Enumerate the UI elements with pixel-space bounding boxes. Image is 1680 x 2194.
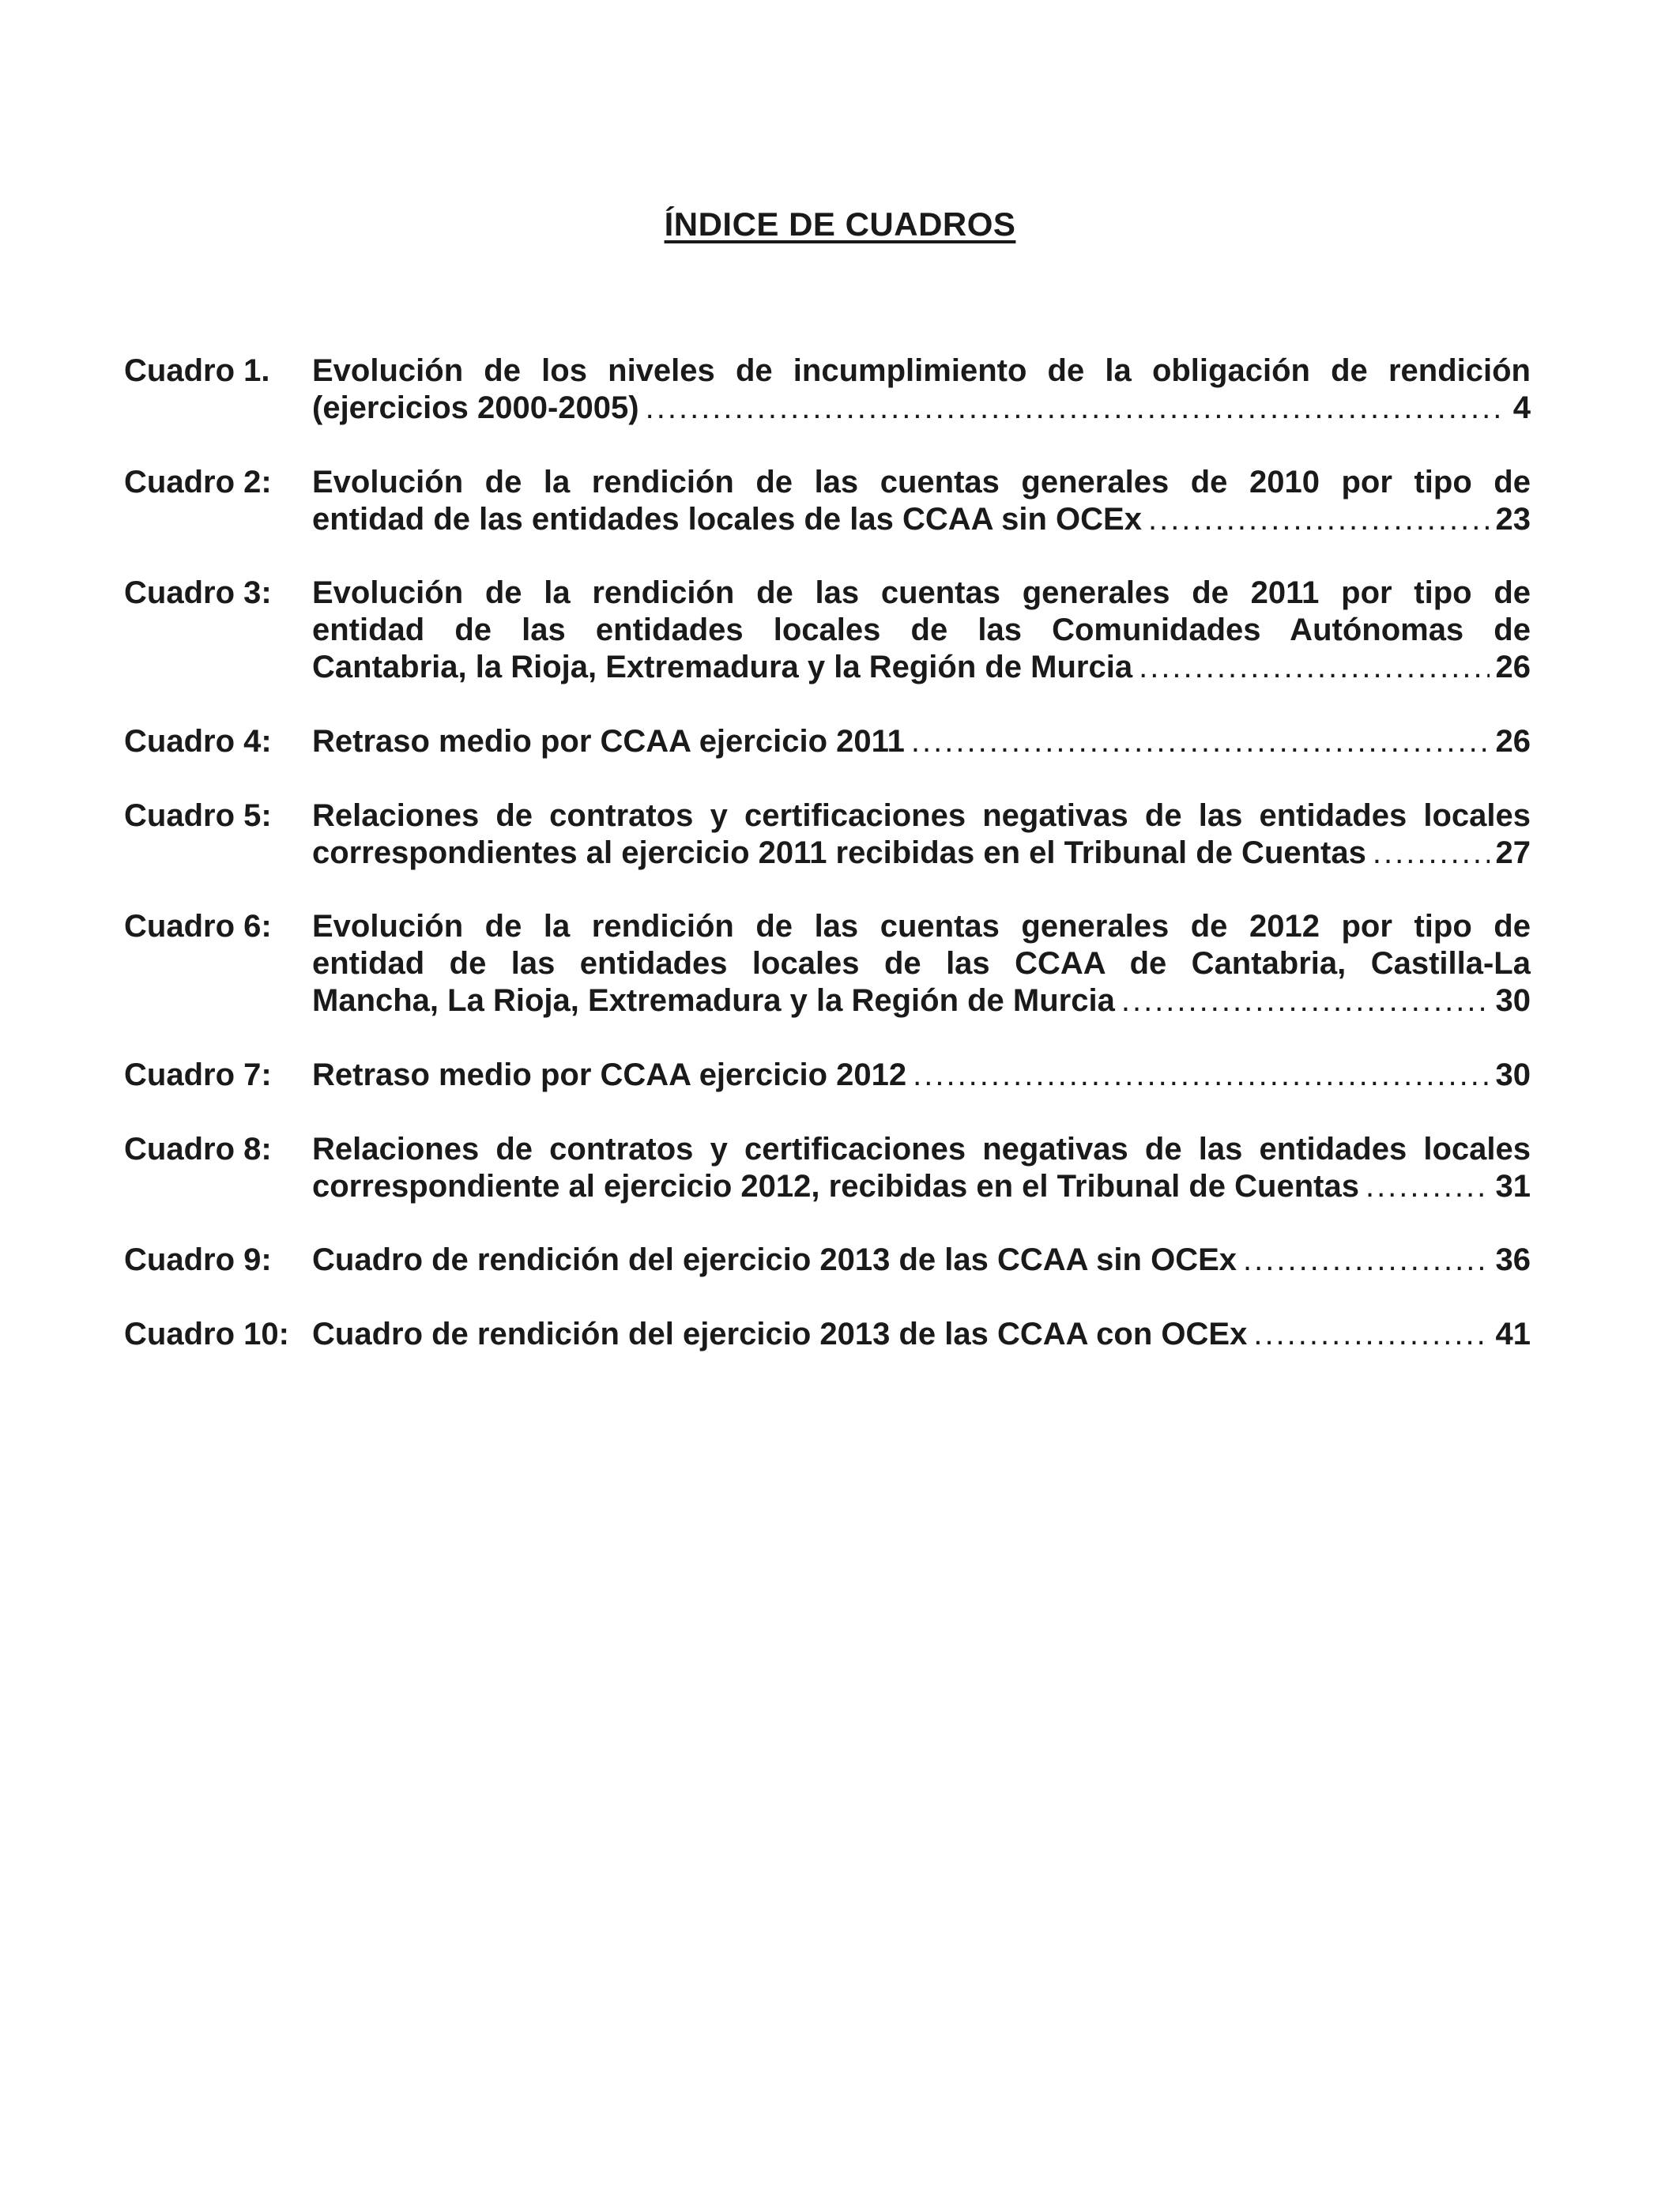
toc-entry-final-line [312, 390, 1531, 427]
toc-entry-text [312, 1316, 1531, 1353]
dot-leader [646, 390, 1507, 427]
toc-entry-line: correspondiente al ejercicio 2012, recibidas en el Tribunal de Cuentas [312, 1169, 1359, 1204]
toc-entry-final-line [312, 835, 1531, 872]
toc-entry-label: Cuadro 1. [124, 353, 270, 388]
toc-entry [124, 908, 1531, 1020]
toc-entry [124, 723, 1531, 760]
toc-entry-line: Evolución de la rendición de las cuentas generales de 2012 por tipo de [312, 909, 1531, 944]
toc-entry-line: entidad de las entidades locales de las CCAA de Cantabria, Castilla-La [312, 946, 1531, 981]
toc-entry [124, 575, 1531, 686]
toc-entry-label: Cuadro 8: [124, 1132, 272, 1167]
page-number: 36 [1495, 1242, 1531, 1277]
toc-entry [124, 1242, 1531, 1279]
toc-entry-label: Cuadro 10: [124, 1317, 289, 1351]
toc-entry-label: Cuadro 3: [124, 575, 272, 610]
dot-leader [1148, 501, 1490, 538]
toc-entry-label: Cuadro 7: [124, 1057, 272, 1092]
dot-leader [911, 723, 1490, 760]
dot-leader [1243, 1242, 1490, 1279]
page-number: 26 [1495, 650, 1531, 684]
toc-entry-text [312, 1131, 1531, 1205]
toc-entry-line: (ejercicios 2000-2005) [312, 390, 639, 425]
toc-entry-text [312, 1242, 1531, 1279]
page-number: 27 [1495, 835, 1531, 870]
toc-entry [124, 1131, 1531, 1205]
toc-entry [124, 1316, 1531, 1353]
page-number: 23 [1495, 502, 1531, 537]
toc-entry-text [312, 723, 1531, 760]
page-number: 30 [1495, 1057, 1531, 1092]
toc-entry-text [312, 908, 1531, 1020]
toc-entry-final-line [312, 1316, 1531, 1353]
toc-entry-final-line [312, 982, 1531, 1020]
toc-entry-label: Cuadro 9: [124, 1242, 272, 1277]
page-number: 31 [1495, 1169, 1531, 1204]
index-title: ÍNDICE DE CUADROS [664, 205, 1016, 243]
toc-entry-line: Cantabria, la Rioja, Extremadura y la Región de Murcia [312, 650, 1133, 684]
toc-entry-line: Relaciones de contratos y certificaciones negativas de las entidades locales [312, 1132, 1531, 1167]
toc-entry-line: entidad de las entidades locales de las Comunidades Autónomas de [312, 613, 1531, 647]
toc-entry-text [312, 1057, 1531, 1094]
toc-entry-final-line [312, 649, 1531, 686]
toc-entry [124, 797, 1531, 872]
toc-entry-final-line [312, 1057, 1531, 1094]
toc-entry-label: Cuadro 5: [124, 798, 272, 833]
page-number: 4 [1512, 390, 1531, 425]
toc-entry-line: Retraso medio por CCAA ejercicio 2012 [312, 1057, 907, 1092]
toc-entry-text [312, 575, 1531, 686]
dot-leader [1253, 1316, 1489, 1353]
toc-entry-label: Cuadro 6: [124, 909, 272, 944]
toc-entry-line: Relaciones de contratos y certificaciones negativas de las entidades locales [312, 798, 1531, 833]
toc-entry [124, 1057, 1531, 1094]
dot-leader [1373, 835, 1490, 872]
toc-entry-final-line [312, 501, 1531, 538]
toc-entry-text [312, 797, 1531, 872]
toc-entry-label: Cuadro 4: [124, 724, 272, 759]
dot-leader [1365, 1168, 1490, 1205]
toc-entry-line: Retraso medio por CCAA ejercicio 2011 [312, 724, 905, 759]
toc-entry-final-line [312, 1242, 1531, 1279]
toc-entry-line: Mancha, La Rioja, Extremadura y la Región de Murcia [312, 983, 1115, 1018]
toc-entry-final-line [312, 723, 1531, 760]
page-number: 26 [1495, 724, 1531, 759]
dot-leader [1121, 982, 1490, 1020]
toc-entry-line: correspondientes al ejercicio 2011 recibidas en el Tribunal de Cuentas [312, 835, 1366, 870]
dot-leader [913, 1057, 1489, 1094]
toc-entry [124, 464, 1531, 538]
toc-entry-line: Cuadro de rendición del ejercicio 2013 de las CCAA con OCEx [312, 1317, 1248, 1351]
dot-leader [1139, 649, 1489, 686]
page-number: 30 [1495, 983, 1531, 1018]
toc-entry [124, 352, 1531, 427]
toc-entry-text [312, 464, 1531, 538]
toc-entry-text [312, 352, 1531, 427]
toc-entry-line: entidad de las entidades locales de las CCAA sin OCEx [312, 502, 1142, 537]
toc-entry-line: Evolución de la rendición de las cuentas generales de 2011 por tipo de [312, 575, 1531, 610]
toc-entry-line: Evolución de los niveles de incumplimiento de la obligación de rendición [312, 353, 1531, 388]
toc-entry-line: Cuadro de rendición del ejercicio 2013 de las CCAA sin OCEx [312, 1242, 1237, 1277]
toc-entry-final-line [312, 1168, 1531, 1205]
toc-entry-line: Evolución de la rendición de las cuentas generales de 2010 por tipo de [312, 465, 1531, 499]
page-number: 41 [1495, 1317, 1531, 1351]
toc-entry-label: Cuadro 2: [124, 465, 272, 499]
